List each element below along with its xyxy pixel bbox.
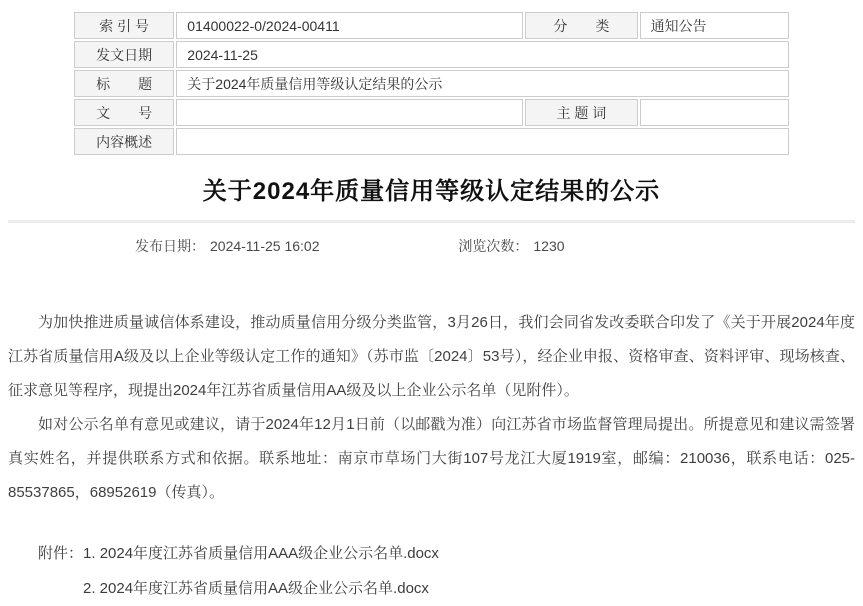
meta-row-index bbox=[74, 12, 789, 39]
publish-date-label: 发布日期： bbox=[135, 238, 205, 254]
publish-date-value: 2024-11-25 16:02 bbox=[210, 238, 320, 254]
meta-value-index-number: 01400022-0/2024-00411 bbox=[176, 12, 523, 39]
attachment-link-aa[interactable]: 2. 2024年度江苏省质量信用AA级企业公示名单.docx bbox=[83, 580, 429, 597]
meta-label-doc-number: 文 号 bbox=[74, 99, 174, 126]
meta-value-doc-number bbox=[176, 99, 523, 126]
meta-label-index-number: 索 引 号 bbox=[74, 12, 174, 39]
meta-label-title: 标 题 bbox=[74, 70, 174, 97]
attachments-label: 附件： bbox=[38, 545, 84, 562]
divider bbox=[8, 220, 855, 223]
views-label: 浏览次数： bbox=[458, 238, 529, 254]
article-body bbox=[0, 306, 863, 606]
meta-value-category: 通知公告 bbox=[640, 12, 789, 39]
meta-value-title: 关于2024年质量信用等级认定结果的公示 bbox=[176, 70, 789, 97]
page-title: 关于2024年质量信用等级认定结果的公示 bbox=[202, 178, 661, 205]
publish-info bbox=[0, 236, 863, 256]
attachment-row bbox=[38, 571, 855, 606]
attachment-row bbox=[38, 536, 855, 571]
meta-value-summary bbox=[176, 128, 789, 155]
meta-label-keywords: 主 题 词 bbox=[525, 99, 637, 126]
meta-label-summary: 内容概述 bbox=[74, 128, 174, 155]
meta-label-issue-date: 发文日期 bbox=[74, 41, 174, 68]
meta-row-doc-number bbox=[74, 99, 789, 126]
paragraph-2: 如对公示名单有意见或建议，请于2024年12月1日前（以邮戳为准）向江苏省市场监督管理局提出。所提意见和建议需签署真实姓名，并提供联系方式和依据。联系地址：南京市草场门大街107号龙江大厦1919室，邮编：210036，联系电话：025-85537865，68952619（传真）。 bbox=[8, 416, 855, 501]
meta-row-title bbox=[74, 70, 789, 97]
views-value: 1230 bbox=[533, 238, 565, 254]
attachments-section bbox=[8, 536, 855, 606]
meta-row-summary bbox=[74, 128, 789, 155]
paragraph-1: 为加快推进质量诚信体系建设，推动质量信用分级分类监管，3月26日，我们会同省发改委联合印发了《关于开展2024年度江苏省质量信用A级及以上企业等级认定工作的通知》（苏市监〔2024〕53号），经企业申报、资格审查、资料评审、现场核查、征求意见等程序，现提出2024年江苏省质量信用AA级及以上企业公示名单（见附件）。 bbox=[8, 314, 855, 399]
metadata-table bbox=[72, 10, 791, 157]
meta-value-issue-date: 2024-11-25 bbox=[176, 41, 789, 68]
meta-value-keywords bbox=[640, 99, 789, 126]
attachment-link-aaa[interactable]: 1. 2024年度江苏省质量信用AAA级企业公示名单.docx bbox=[83, 545, 439, 562]
meta-row-issue-date bbox=[74, 41, 789, 68]
meta-label-category: 分 类 bbox=[525, 12, 637, 39]
attachments-label-spacer bbox=[38, 571, 83, 606]
